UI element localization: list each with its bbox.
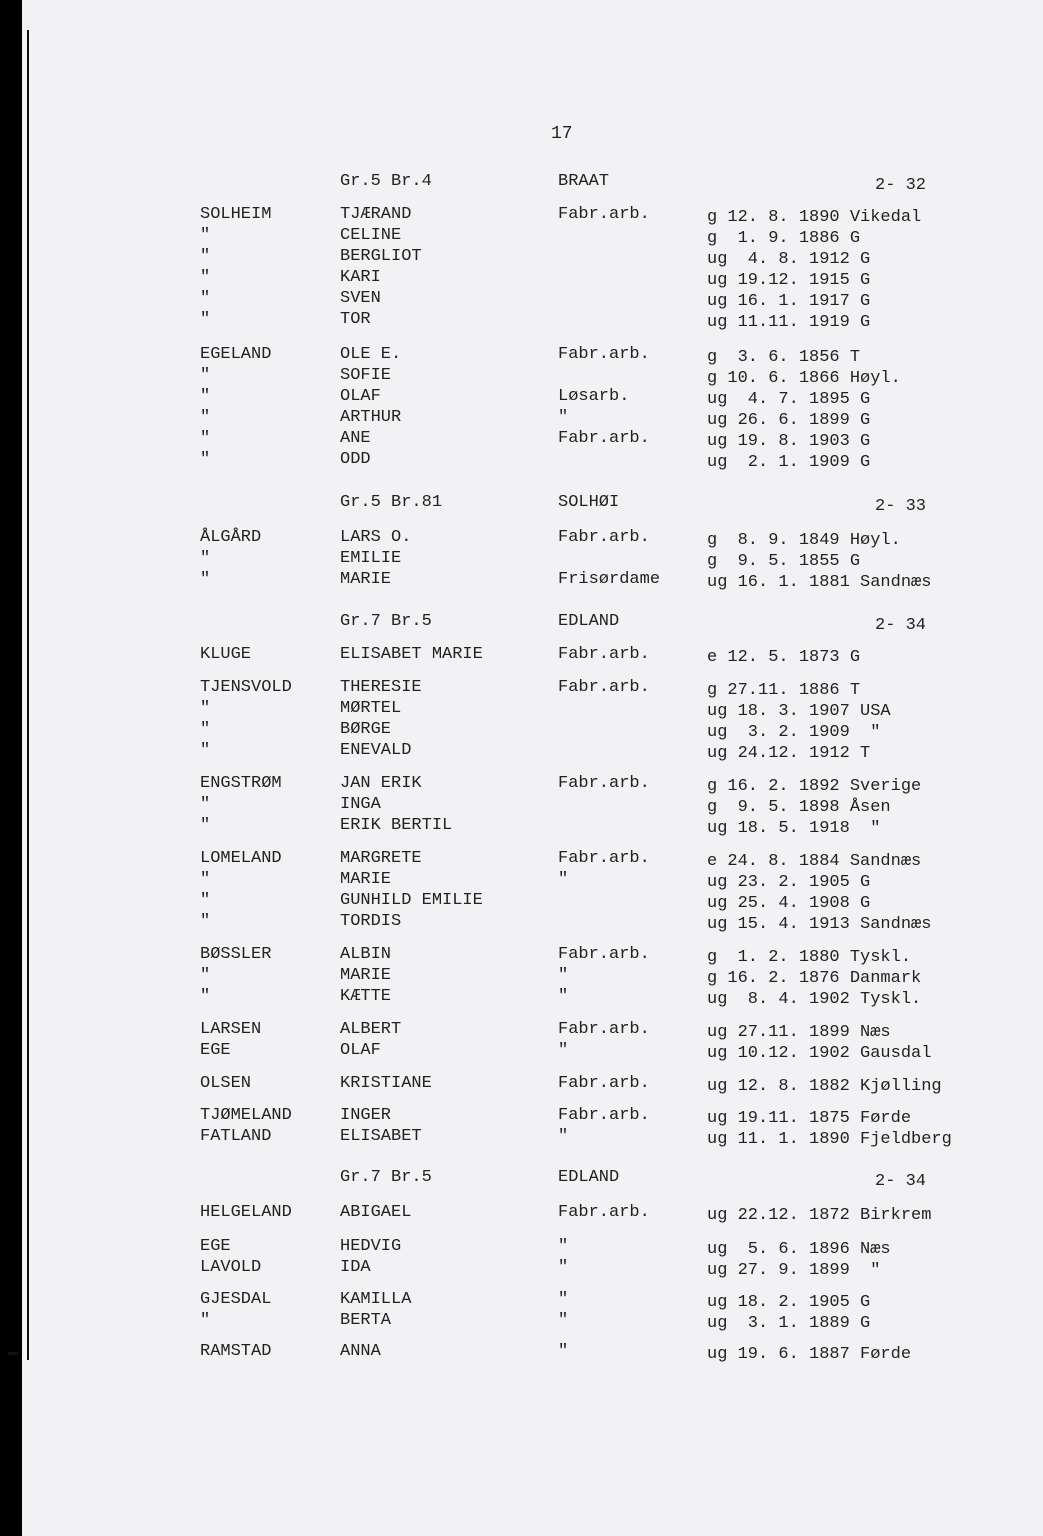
surname: " [200, 366, 211, 385]
birth-record: ug 19.12. 1915 G [707, 271, 871, 290]
occupation: Fabr.arb. [558, 1020, 650, 1039]
surname: " [200, 987, 211, 1006]
occupation: Fabr.arb. [558, 429, 650, 448]
given-name: KARI [340, 268, 381, 287]
given-name: HEDVIG [340, 1237, 402, 1256]
surname: EGE [200, 1041, 231, 1060]
occupation: Frisørdame [558, 570, 661, 589]
surname: " [200, 289, 211, 308]
occupation: Fabr.arb. [558, 645, 650, 664]
given-name: ABIGAEL [340, 1203, 412, 1222]
occupation: " [558, 1127, 569, 1146]
surname: " [200, 226, 211, 245]
section-farm-name: EDLAND [558, 1168, 620, 1187]
margin-mark [8, 1352, 18, 1355]
surname: " [200, 699, 211, 718]
surname: BØSSLER [200, 945, 272, 964]
given-name: ALBIN [340, 945, 392, 964]
occupation: Fabr.arb. [558, 678, 650, 697]
birth-record: ug 26. 6. 1899 G [707, 411, 871, 430]
birth-record: g 9. 5. 1855 G [707, 552, 861, 571]
occupation: Fabr.arb. [558, 945, 650, 964]
given-name: MARIE [340, 570, 392, 589]
occupation: " [558, 870, 569, 889]
birth-record: ug 5. 6. 1896 Næs [707, 1240, 891, 1259]
birth-record: g 9. 5. 1898 Åsen [707, 798, 891, 817]
given-name: ARTHUR [340, 408, 402, 427]
page-number: 17 [551, 124, 573, 144]
birth-record: ug 11. 1. 1890 Fjeldberg [707, 1130, 952, 1149]
surname: " [200, 741, 211, 760]
surname: " [200, 549, 211, 568]
surname: FATLAND [200, 1127, 272, 1146]
occupation: Fabr.arb. [558, 849, 650, 868]
given-name: TOR [340, 310, 371, 329]
birth-record: ug 19. 8. 1903 G [707, 432, 871, 451]
occupation: Fabr.arb. [558, 1074, 650, 1093]
birth-record: ug 24.12. 1912 T [707, 744, 871, 763]
birth-record: ug 19.11. 1875 Førde [707, 1109, 912, 1128]
occupation: " [558, 1041, 569, 1060]
birth-record: ug 15. 4. 1913 Sandnæs [707, 915, 932, 934]
given-name: KAMILLA [340, 1290, 412, 1309]
surname: " [200, 1311, 211, 1330]
birth-record: g 12. 8. 1890 Vikedal [707, 208, 922, 227]
occupation: " [558, 966, 569, 985]
given-name: INGA [340, 795, 381, 814]
given-name: ODD [340, 450, 371, 469]
surname: KLUGE [200, 645, 252, 664]
surname: " [200, 966, 211, 985]
given-name: KRISTIANE [340, 1074, 432, 1093]
surname: LARSEN [200, 1020, 262, 1039]
surname: OLSEN [200, 1074, 252, 1093]
occupation: " [558, 1342, 569, 1361]
occupation: " [558, 408, 569, 427]
document-page [22, 0, 1043, 1536]
given-name: BERGLIOT [340, 247, 422, 266]
birth-record: ug 10.12. 1902 Gausdal [707, 1044, 932, 1063]
surname: EGE [200, 1237, 231, 1256]
surname: " [200, 429, 211, 448]
birth-record: g 16. 2. 1876 Danmark [707, 969, 922, 988]
birth-record: g 1. 9. 1886 G [707, 229, 861, 248]
birth-record: ug 11.11. 1919 G [707, 313, 871, 332]
birth-record: e 12. 5. 1873 G [707, 648, 861, 667]
occupation: Fabr.arb. [558, 528, 650, 547]
birth-record: e 24. 8. 1884 Sandnæs [707, 852, 922, 871]
occupation: Løsarb. [558, 387, 630, 406]
surname: " [200, 450, 211, 469]
given-name: MARIE [340, 966, 392, 985]
given-name: ENEVALD [340, 741, 412, 760]
given-name: INGER [340, 1106, 392, 1125]
occupation: " [558, 1258, 569, 1277]
given-name: ANE [340, 429, 371, 448]
given-name: SOFIE [340, 366, 392, 385]
section-code: 2- 32 [875, 176, 927, 195]
given-name: MARGRETE [340, 849, 422, 868]
surname: " [200, 310, 211, 329]
given-name: ELISABET [340, 1127, 422, 1146]
birth-record: ug 4. 8. 1912 G [707, 250, 871, 269]
surname: RAMSTAD [200, 1342, 272, 1361]
given-name: SVEN [340, 289, 381, 308]
surname: " [200, 720, 211, 739]
surname: " [200, 387, 211, 406]
surname: " [200, 816, 211, 835]
birth-record: ug 27. 9. 1899 " [707, 1261, 881, 1280]
occupation: Fabr.arb. [558, 1203, 650, 1222]
given-name: KÆTTE [340, 987, 392, 1006]
surname: LAVOLD [200, 1258, 262, 1277]
section-group-label: Gr.7 Br.5 [340, 612, 432, 631]
given-name: IDA [340, 1258, 371, 1277]
birth-record: ug 19. 6. 1887 Førde [707, 1345, 912, 1364]
occupation: Fabr.arb. [558, 1106, 650, 1125]
occupation: Fabr.arb. [558, 345, 650, 364]
surname: EGELAND [200, 345, 272, 364]
given-name: JAN ERIK [340, 774, 422, 793]
given-name: ANNA [340, 1342, 381, 1361]
surname: " [200, 247, 211, 266]
given-name: MØRTEL [340, 699, 402, 718]
given-name: MARIE [340, 870, 392, 889]
given-name: BERTA [340, 1311, 392, 1330]
given-name: EMILIE [340, 549, 402, 568]
birth-record: g 16. 2. 1892 Sverige [707, 777, 922, 796]
birth-record: g 3. 6. 1856 T [707, 348, 861, 367]
surname: " [200, 570, 211, 589]
section-group-label: Gr.5 Br.4 [340, 172, 432, 191]
given-name: THERESIE [340, 678, 422, 697]
given-name: BØRGE [340, 720, 392, 739]
birth-record: ug 23. 2. 1905 G [707, 873, 871, 892]
surname: SOLHEIM [200, 205, 272, 224]
birth-record: ug 18. 2. 1905 G [707, 1293, 871, 1312]
occupation: Fabr.arb. [558, 205, 650, 224]
given-name: GUNHILD EMILIE [340, 891, 483, 910]
surname: ÅLGÅRD [200, 528, 262, 547]
given-name: LARS O. [340, 528, 412, 547]
birth-record: ug 25. 4. 1908 G [707, 894, 871, 913]
birth-record: ug 16. 1. 1881 Sandnæs [707, 573, 932, 592]
surname: ENGSTRØM [200, 774, 282, 793]
section-group-label: Gr.5 Br.81 [340, 493, 443, 512]
birth-record: ug 16. 1. 1917 G [707, 292, 871, 311]
birth-record: ug 4. 7. 1895 G [707, 390, 871, 409]
birth-record: ug 12. 8. 1882 Kjølling [707, 1077, 942, 1096]
birth-record: g 10. 6. 1866 Høyl. [707, 369, 901, 388]
birth-record: g 27.11. 1886 T [707, 681, 861, 700]
surname: GJESDAL [200, 1290, 272, 1309]
given-name: ERIK BERTIL [340, 816, 453, 835]
occupation: " [558, 1237, 569, 1256]
section-farm-name: BRAAT [558, 172, 610, 191]
section-farm-name: EDLAND [558, 612, 620, 631]
given-name: TORDIS [340, 912, 402, 931]
birth-record: g 8. 9. 1849 Høyl. [707, 531, 901, 550]
surname: " [200, 891, 211, 910]
occupation: " [558, 987, 569, 1006]
left-margin-rule [27, 30, 29, 1360]
surname: " [200, 795, 211, 814]
birth-record: ug 3. 2. 1909 " [707, 723, 881, 742]
surname: HELGELAND [200, 1203, 292, 1222]
occupation: " [558, 1290, 569, 1309]
surname: " [200, 912, 211, 931]
occupation: Fabr.arb. [558, 774, 650, 793]
birth-record: g 1. 2. 1880 Tyskl. [707, 948, 912, 967]
birth-record: ug 18. 3. 1907 USA [707, 702, 891, 721]
section-code: 2- 33 [875, 497, 927, 516]
surname: " [200, 268, 211, 287]
given-name: ALBERT [340, 1020, 402, 1039]
surname: " [200, 870, 211, 889]
given-name: OLE E. [340, 345, 402, 364]
given-name: CELINE [340, 226, 402, 245]
given-name: TJÆRAND [340, 205, 412, 224]
surname: LOMELAND [200, 849, 282, 868]
surname: " [200, 408, 211, 427]
occupation: " [558, 1311, 569, 1330]
surname: TJØMELAND [200, 1106, 292, 1125]
birth-record: ug 27.11. 1899 Næs [707, 1023, 891, 1042]
section-code: 2- 34 [875, 616, 927, 635]
birth-record: ug 8. 4. 1902 Tyskl. [707, 990, 922, 1009]
section-group-label: Gr.7 Br.5 [340, 1168, 432, 1187]
section-code: 2- 34 [875, 1172, 927, 1191]
given-name: OLAF [340, 387, 381, 406]
birth-record: ug 3. 1. 1889 G [707, 1314, 871, 1333]
given-name: ELISABET MARIE [340, 645, 483, 664]
birth-record: ug 22.12. 1872 Birkrem [707, 1206, 932, 1225]
birth-record: ug 2. 1. 1909 G [707, 453, 871, 472]
birth-record: ug 18. 5. 1918 " [707, 819, 881, 838]
given-name: OLAF [340, 1041, 381, 1060]
section-farm-name: SOLHØI [558, 493, 620, 512]
surname: TJENSVOLD [200, 678, 292, 697]
